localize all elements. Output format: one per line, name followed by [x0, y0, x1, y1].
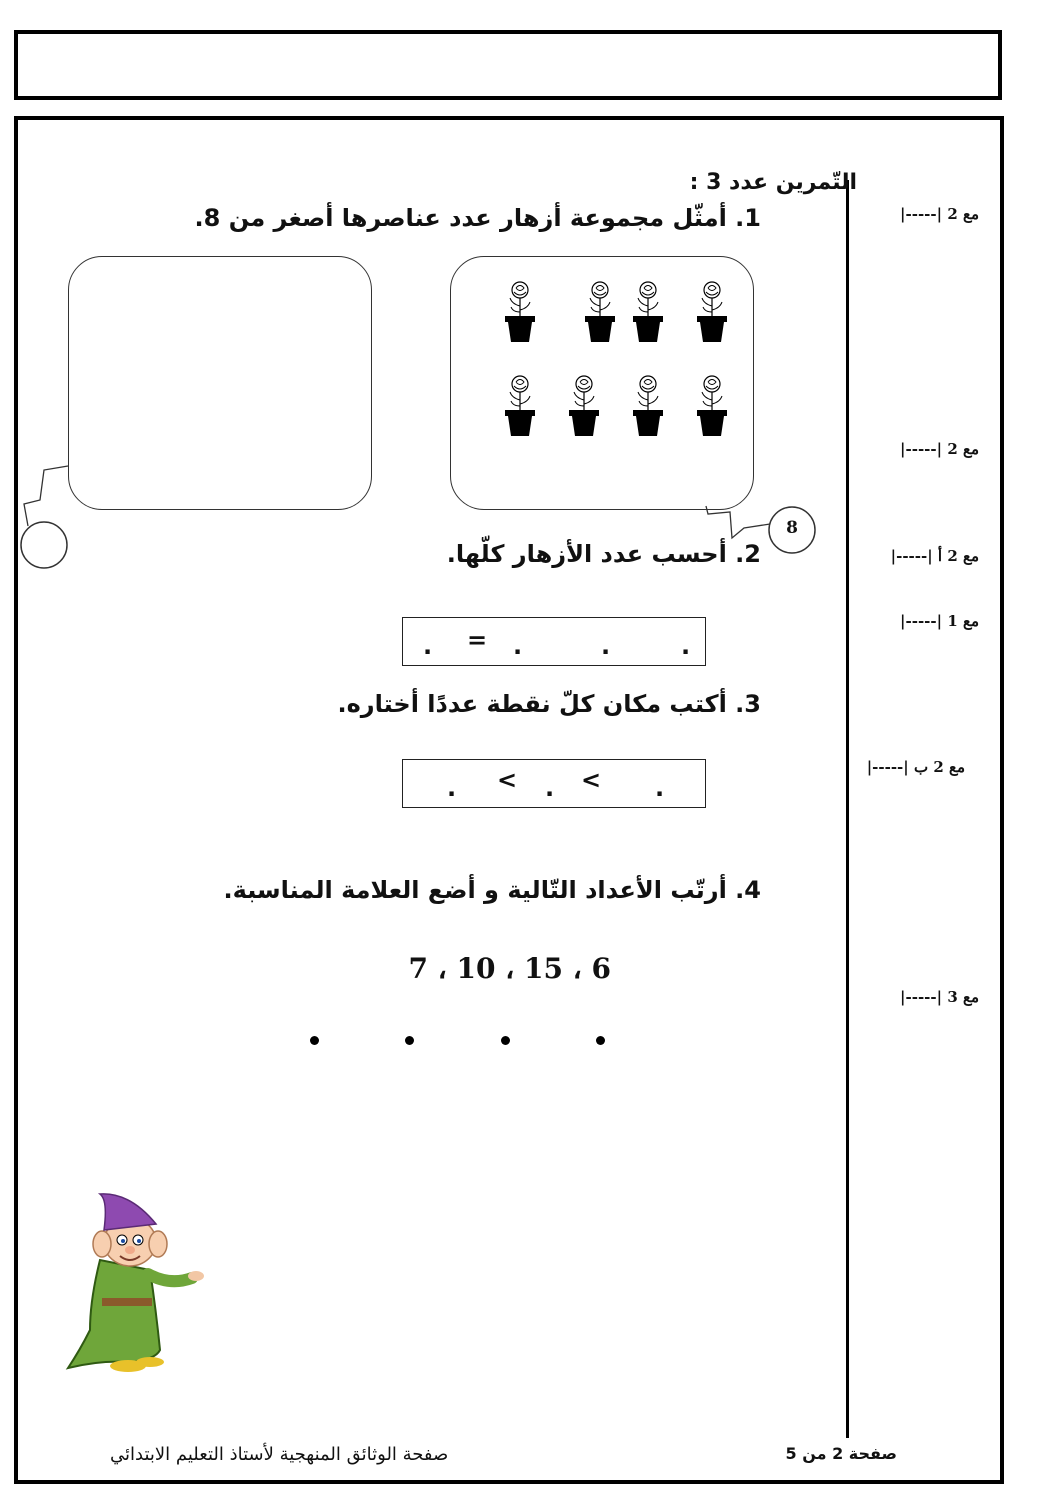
order-dot-3[interactable]: [405, 1036, 414, 1045]
compare-dot-1: .: [655, 774, 665, 802]
sum-answer-box[interactable]: [402, 617, 706, 666]
sum-dot-2: .: [601, 632, 611, 660]
order-dot-2[interactable]: [501, 1036, 510, 1045]
criterion-4-label: مع 1: [947, 612, 979, 630]
criterion-2-label: مع 2: [947, 440, 979, 458]
numbers-to-order: 7 ، 10 ، 15 ، 6: [408, 952, 611, 985]
criterion-6-blank: |-----|: [900, 988, 943, 1006]
criterion-2-blank: |-----|: [900, 440, 943, 458]
criterion-3-label: مع 2 أ: [937, 547, 979, 565]
footer-left-text: صفحة الوثائق المنهجية لأستاذ التعليم الابتدائي: [110, 1444, 449, 1465]
criterion-1-label: مع 2: [947, 205, 979, 223]
question-2-number: 2.: [735, 540, 761, 568]
question-3-text: أكتب مكان كلّ نقطة عددًا أختاره.: [337, 690, 727, 718]
less-than-sign-2: <: [497, 766, 518, 794]
criterion-1-blank: |-----|: [900, 205, 943, 223]
flower-pot-icon: [569, 376, 599, 436]
flower-pot-icon: [585, 282, 615, 342]
compare-dot-2: .: [545, 774, 555, 802]
sum-dot-1: .: [681, 632, 691, 660]
bubble-tail-right: [706, 506, 770, 538]
flower-pot-icon: [697, 282, 727, 342]
less-than-sign-1: <: [581, 766, 602, 794]
count-bubble-value: 8: [786, 518, 798, 538]
flower-pot-icon: [505, 282, 535, 342]
order-dot-4[interactable]: [310, 1036, 319, 1045]
question-2-text: أحسب عدد الأزهار كلّها.: [446, 540, 727, 568]
flower-pot-icon: [505, 376, 535, 436]
flower-pot-icons: [505, 282, 727, 436]
criterion-4-blank: |-----|: [900, 612, 943, 630]
question-4-text: أرتّب الأعداد التّالية و أضع العلامة المناسبة.: [223, 876, 727, 904]
compare-dot-3: .: [447, 774, 457, 802]
flower-pot-icon: [633, 376, 663, 436]
question-4-number: 4.: [735, 876, 761, 904]
sum-equals-sign: =: [467, 626, 488, 654]
question-2: [447, 540, 761, 568]
sum-dot-3: .: [513, 632, 523, 660]
criterion-3-blank: |-----|: [890, 547, 933, 565]
question-1-text: أمثّل مجموعة أزهار عدد عناصرها أصغر من 8.: [194, 204, 727, 232]
question-4: [224, 876, 761, 904]
question-3: [338, 690, 762, 718]
compare-answer-box[interactable]: [402, 759, 706, 808]
flower-pot-icon: [697, 376, 727, 436]
sum-dot-result: .: [423, 632, 433, 660]
criterion-5-blank: |-----|: [866, 758, 909, 776]
footer-page-number: صفحة 2 من 5: [785, 1444, 897, 1463]
question-1-number: 1.: [735, 204, 761, 232]
question-3-number: 3.: [735, 690, 761, 718]
flower-pot-icon: [633, 282, 663, 342]
dwarf-cartoon-icon: [60, 1190, 210, 1380]
bubble-tail-left: [24, 466, 68, 526]
exercise-title: التّمرين عدد 3 :: [689, 170, 857, 195]
criterion-5-label: مع 2 ب: [913, 758, 965, 776]
order-dot-1[interactable]: [596, 1036, 605, 1045]
empty-count-bubble: [21, 522, 67, 568]
criterion-6-label: مع 3: [947, 988, 979, 1006]
